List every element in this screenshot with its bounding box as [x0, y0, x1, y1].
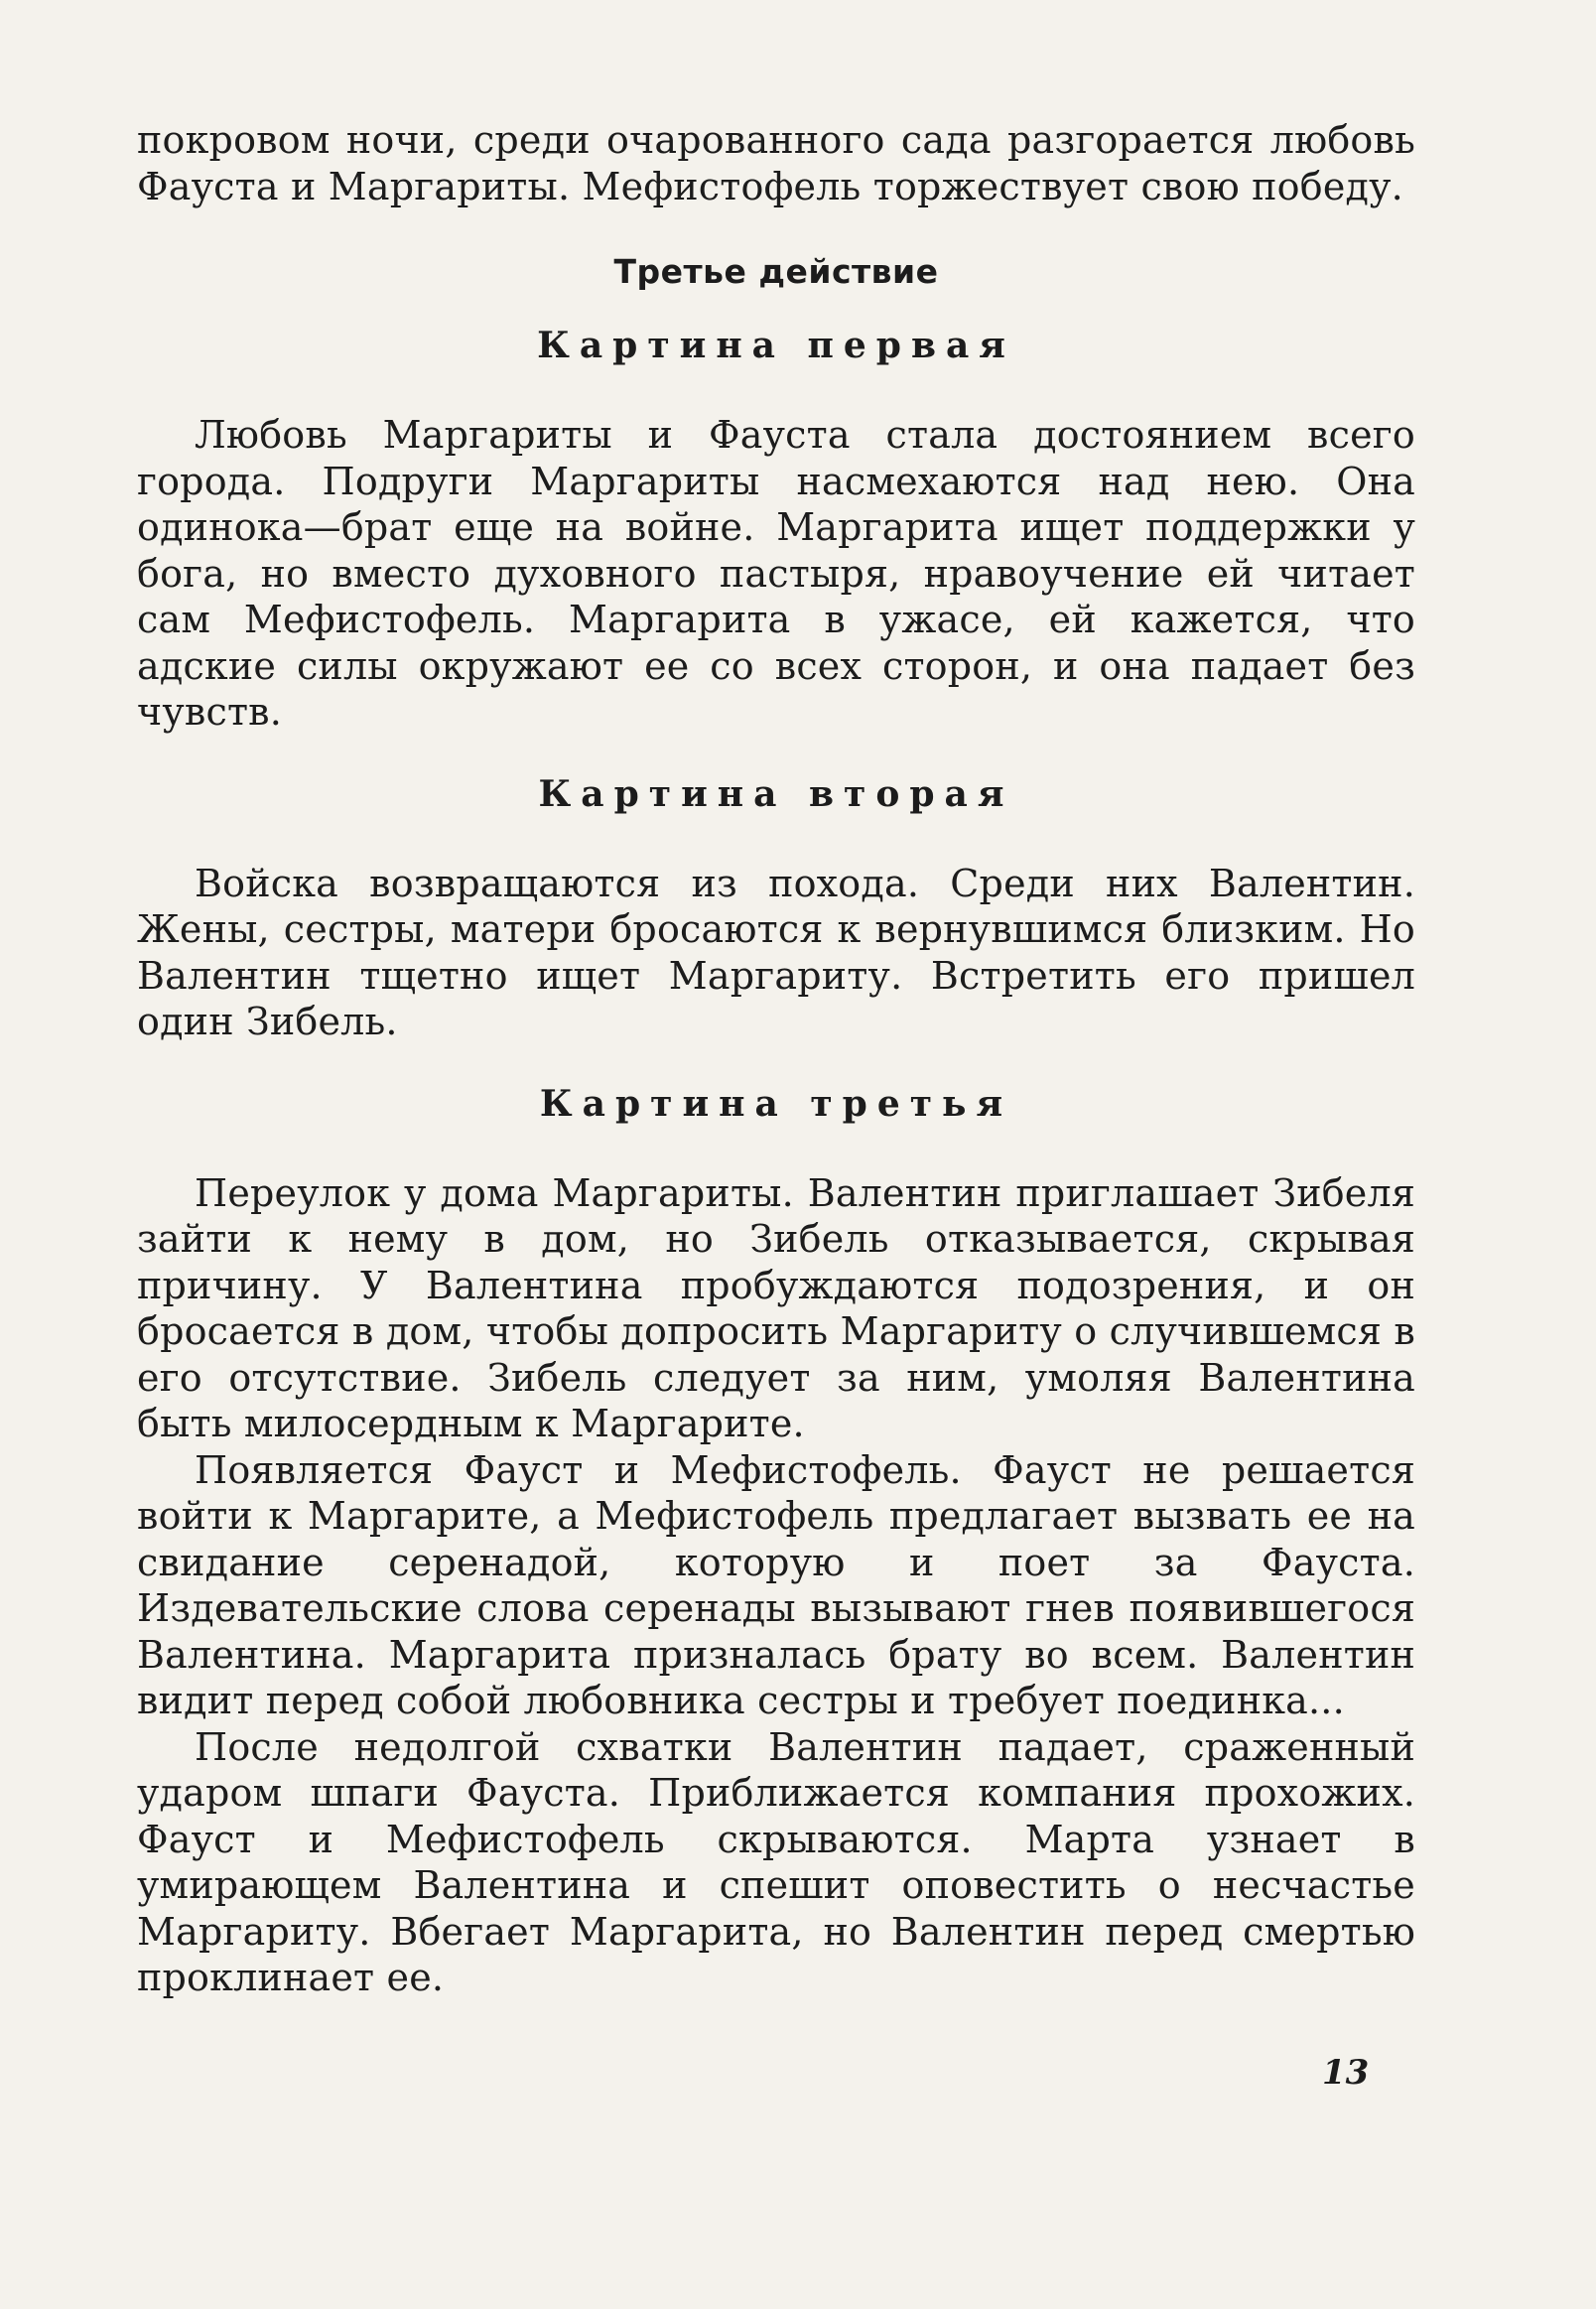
book-page [137, 117, 1415, 2001]
page-number: 13 [1322, 2053, 1370, 2093]
scene-third-paragraph-3: После недолгой схватки Валентин падает, сраженный ударом шпаги Фауста. Приближается компания прохожих. Фауст и Мефистофель скрываются. Марта узнает в умирающем Валентина и спешит оповестить о несчастье Маргариту. Вбегает Маргарита, но Валентин перед смертью проклинает ее. [137, 1724, 1415, 1999]
act-title: Третье действие [613, 252, 939, 291]
scene-second-paragraph: Войска возвращаются из похода. Среди них Валентин. Жены, сестры, матери бросаются к вернувшимся близким. Но Валентин тщетно ищет Маргариту. Встретить его пришел один Зибель. [137, 861, 1415, 1043]
scene-third-paragraph-2: Появляется Фауст и Мефистофель. Фауст не решается войти к Маргарите, а Мефистофель предлагает вызвать ее на свидание серенадой, которую и поет за Фауста. Издевательские слова серенады вызывают гнев появившегося Валентина. Маргарита призналась брату во всем. Валентин видит перед собой любовника сестры и требует поединка... [137, 1447, 1415, 1722]
scene-title-second: Картина вторая [538, 772, 1014, 815]
scene-first-paragraph: Любовь Маргариты и Фауста стала достоянием всего города. Подруги Маргариты насмехаются над нею. Она одинока—брат еще на войне. Маргарита ищет поддержки у бога, но вместо духовного пастыря, нравоучение ей читает сам Мефистофель. Маргарита в ужасе, ей кажется, что адские силы окружают ее со всех сторон, и она падает без чувств. [137, 413, 1415, 734]
scene-third-paragraph-1: Переулок у дома Маргариты. Валентин приглашает Зибеля зайти к нему в дом, но Зибель отказывается, скрывая причину. У Валентина пробуждаются подозрения, и он бросается в дом, чтобы допросить Маргариту о случившемся в его отсутствие. Зибель следует за ним, умоляя Валентина быть милосердным к Маргарите. [137, 1170, 1415, 1445]
intro-paragraph: покровом ночи, среди очарованного сада разгорается любовь Фауста и Маргариты. Мефистофель торжествует свою победу. [137, 118, 1415, 208]
scene-title-third: Картина третья [539, 1082, 1013, 1125]
scene-title-first: Картина первая [537, 325, 1015, 366]
